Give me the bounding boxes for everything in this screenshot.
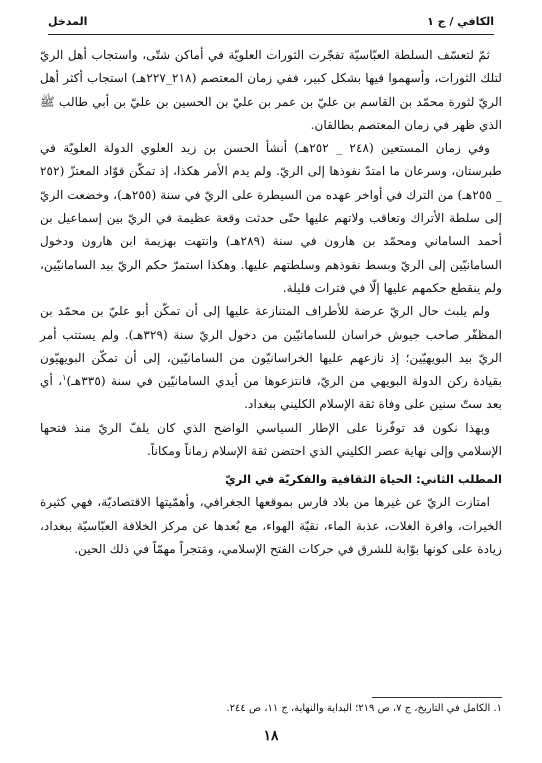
footnote: ١. الكامل في التاريخ، ج ٧، ص ٢١٩؛ البداية والنهاية، ج ١١، ص ٢٤٤. [226,703,502,714]
running-header [48,10,494,32]
header-book-title: الكافي / ج ١ [427,14,494,28]
paragraph-2: وفي زمان المستعين (٢٤٨ _ ٢٥٢هـ) أنشأ الحسن بن زيد العلوي الدولة العلويّة في طبرستان، وسرعان ما امتدّ نفوذها إلى الريّ. ولم يدم الأمر هكذا، إذ تمكّن قوّاد المعتزّ (٢٥٢ _ ٢٥٥هـ) من الترك في أواخر عهده من السيطرة على الريّ في سنة (٢٥٥هـ)، وخضعت الريّ إلى سلطة الأتراك وتعاقب ولاتهم عليها حتّى حدثت وقعة عظيمة في الريّ بين إسماعيل بن أحمد الساماني ومحمّد بن هارون في سنة (٢٨٩هـ) وانتهت بهزيمة ابن هارون ودخول السامانيّين إلى الريّ وبسط نفوذهم وسلطتهم عليها. وهكذا استمرّ حكم الريّ بيد السامانيّين، ولم ينقطع حكمهم عليها إلّا في فترات قليلة. [40,141,502,295]
footnote-rule [372,697,502,698]
header-section: المدخل [48,14,88,28]
paragraph-4: وبهذا نكون قد توفّرنا على الإطار السياسي الواضح الذي كان يلفّ الريّ منذ فتحها الإسلامي وإلى نهاية عصر الكليني الذي احتضن ثقة الإسلام زماناً ومكاناً. [40,420,502,459]
paragraph-5: امتازت الريّ عن غيرها من بلاد فارس بموقعها الجغرافي، وأهمّيتها الاقتصاديّة، فهي كثيرة الخيرات، وافرة الغلات، عذبة الماء، نقيّة الهواء، مع بُعدها عن مركز الخلافة العبّاسيّة ببغداد، زيادة على كونها بوّابة للشرق في حركات الفتح الإسلامي، ومَتجراً مهمّاً في ذلك الحين. [40,495,502,556]
paragraph-1: ثمّ لتعسّف السلطة العبّاسيّة تفجّرت الثورات العلويّة في أماكن شتّى، واستجاب أهل الريّ لتلك الثورات، وأسهموا فيها بشكل كبير، ففي زمان المعتصم (٢١٨_٢٢٧هـ) استجاب أكثر أهل الريّ لثورة محمّد بن القاسم بن عليّ بن عمر بن عليّ بن الحسين بن عليّ بن أبي طالب ﷺ الذي ظهر في زمان المعتصم بطالقان. [40,48,502,132]
section-heading: المطلب الثاني: الحياة الثقافية والفكريّة في الريّ [225,472,502,487]
footnote-marker[interactable]: ١ [62,373,67,383]
main-text [40,44,502,561]
page-number: ١٨ [263,728,279,744]
paragraph-3-text: ولم يلبث حال الريّ عرضة للأطراف المتنازعة عليها إلى أن تمكّن أبو عليّ بن محمّد بن المظفّر صاحب جيوش خراسان للسامانيّين من دخول الريّ سنة (٣٢٩هـ). ولم يستتب أمر الريّ بيد البويهيّين؛ إذ نازعهم عليها الخراسانيّون من السامانيّين، إلى أن تمكّن البويهيّون بقيادة ركن الدولة البويهي من الريّ، فانتزعوها من أيدي السامانيّين في سنة (٣٣٥هـ) [40,304,502,389]
header-rule [48,34,494,35]
paragraph-3-tail: ، أي بعد ستّ سنين على وفاة ثقة الإسلام الكليني ببغداد. [40,374,502,412]
paragraph-3 [40,300,502,416]
